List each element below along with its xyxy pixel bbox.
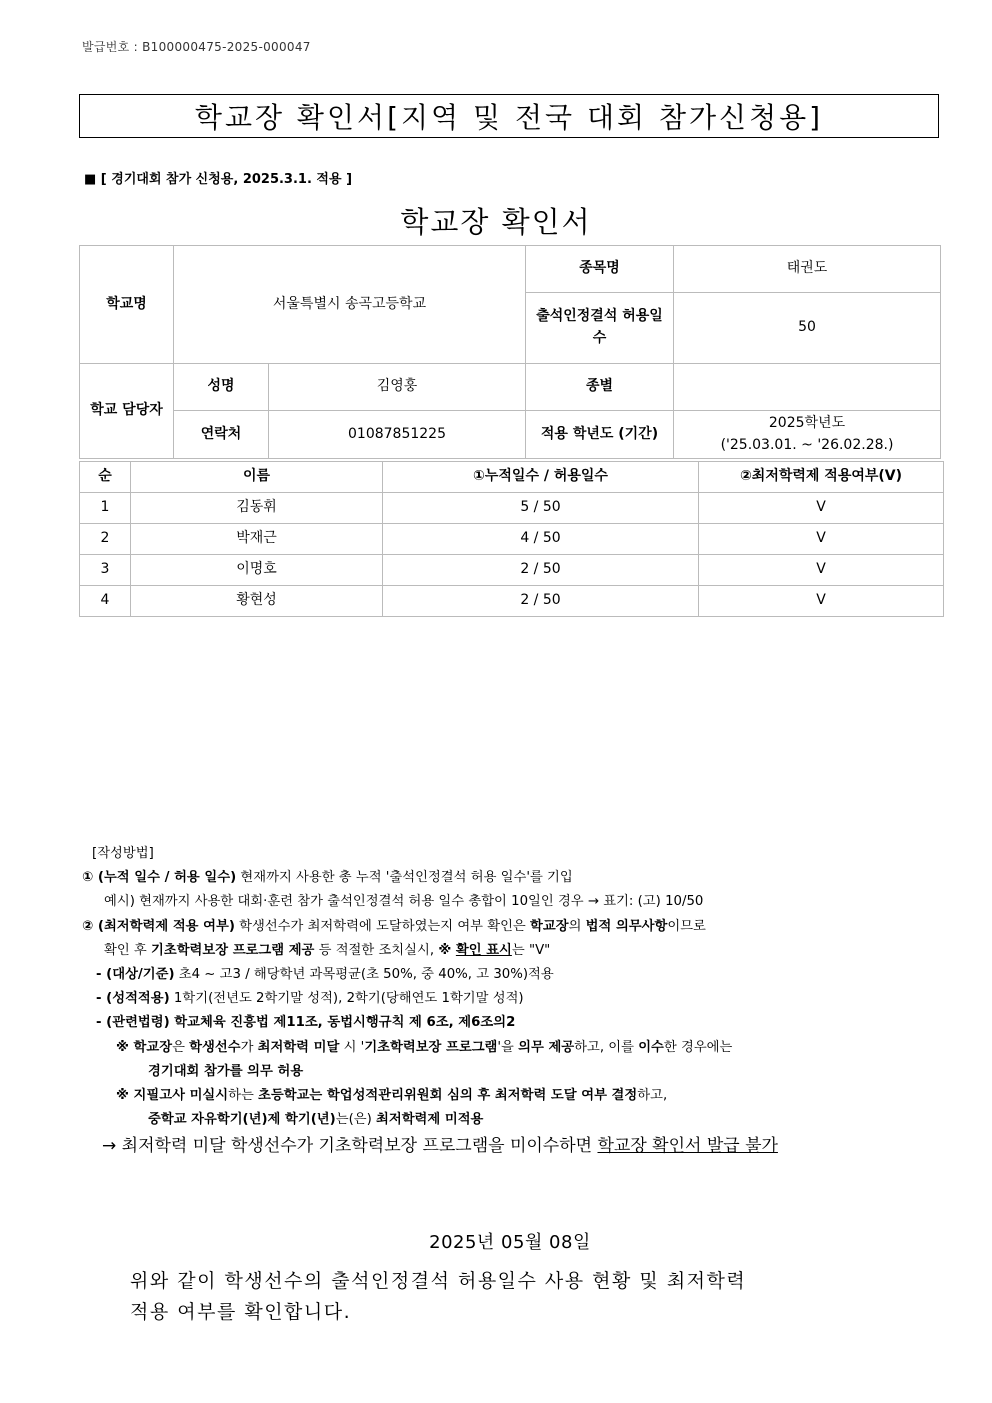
header-check: ②최저학력제 적용여부(V) — [699, 462, 944, 493]
gender-value — [674, 364, 941, 411]
instruction-line-2: 예시) 현재까지 사용한 대회·훈련 참가 출석인정결석 허용 일수 총합이 10일인 경우 → 표기: (고) 10/50 — [104, 894, 704, 910]
text-span: 중학교 자유학기(년)제 학기(년) — [148, 1112, 336, 1128]
year-label: 적용 학년도 (기간) — [526, 411, 674, 459]
school-label: 학교명 — [80, 246, 174, 364]
issue-number: 발급번호 : B100000475-2025-000047 — [82, 40, 311, 54]
text-span: 가 — [240, 1039, 258, 1055]
table-row — [80, 586, 944, 617]
text-span: 하는 — [228, 1088, 259, 1104]
manager-label: 학교 담당자 — [80, 364, 174, 459]
issue-date: 2025년 05월 08일 — [429, 1232, 591, 1253]
text-span: 이므로 — [667, 918, 706, 934]
instruction-line-6 — [82, 987, 942, 1011]
sport-value: 태권도 — [674, 246, 941, 293]
main-title: 학교장 확인서[지역 및 전국 대회 참가신청용] — [79, 94, 939, 138]
text-span: 등 적절한 조치실시, — [314, 942, 439, 958]
text-span: '을 — [497, 1039, 519, 1055]
text-span: 학교장 — [530, 918, 569, 934]
header-name: 이름 — [131, 462, 383, 493]
school-value: 서울특별시 송곡고등학교 — [174, 246, 526, 364]
allowed-days-label: 출석인정결석 허용일수 — [526, 293, 674, 364]
year-value-line-2: ('25.03.01. ~ '26.02.28.) — [720, 436, 894, 453]
year-value-line-1: 2025학년도 — [768, 414, 846, 431]
contact-value: 01087851225 — [269, 411, 526, 459]
confirmation-line-2: 적용 여부를 확인합니다. — [130, 1301, 352, 1323]
row-check: V — [699, 586, 944, 617]
row-check: V — [699, 555, 944, 586]
text-span: 는 "V" — [511, 942, 551, 958]
text-span: 는(은) — [335, 1112, 377, 1128]
table-row — [80, 555, 944, 586]
row-days: 2 / 50 — [383, 555, 699, 586]
instruction-line-1 — [82, 866, 942, 890]
text-span: 학생선수가 최저학력에 도달하였는지 여부 확인은 — [234, 918, 531, 934]
text-span: 법적 의무사항 — [585, 918, 668, 934]
text-span: ※ — [438, 942, 456, 958]
text-span: 은 — [172, 1039, 190, 1055]
text-span: 최저학력제 미적용 — [376, 1112, 484, 1128]
text-span: 의무 제공 — [518, 1039, 575, 1055]
instruction-final-line — [82, 1134, 942, 1158]
confirmation-statement — [130, 1266, 746, 1328]
instructions — [82, 842, 942, 1159]
text-span: - (대상/기준) — [96, 967, 175, 983]
text-span: ※ 지필고사 미실시 — [116, 1088, 229, 1104]
text-span: 1학기(전년도 2학기말 성적), 2학기(당해연도 1학기말 성적) — [169, 991, 524, 1007]
text-span: 하고, 이를 — [574, 1039, 639, 1055]
row-check: V — [699, 493, 944, 524]
text-span: 확인 표시 — [455, 942, 512, 958]
sport-label: 종목명 — [526, 246, 674, 293]
school-info-table — [79, 245, 941, 459]
term-minimum-academic: ② (최저학력제 적용 여부) — [82, 918, 235, 934]
text-span: 최저학력 미달 — [257, 1039, 340, 1055]
text-span: 기초학력보장 프로그램 제공 — [151, 942, 315, 958]
text-span: 한 경우에는 — [663, 1039, 733, 1055]
subtitle: ■ [ 경기대회 참가 신청용, 2025.3.1. 적용 ] — [84, 172, 353, 187]
text-span: ※ 학교장 — [116, 1039, 173, 1055]
text-span: 하고, — [637, 1088, 668, 1104]
text-span: 초등학교는 학업성적관리위원회 심의 후 최저학력 도달 여부 결정 — [258, 1088, 638, 1104]
header-days: ①누적일수 / 허용일수 — [383, 462, 699, 493]
row-name: 이명호 — [131, 555, 383, 586]
row-no: 2 — [80, 524, 131, 555]
row-name: 김동휘 — [131, 493, 383, 524]
term-cumulative-days: ① (누적 일수 / 허용 일수) — [82, 870, 237, 886]
student-table — [79, 461, 944, 617]
instruction-line-9: 경기대회 참가를 의무 허용 — [148, 1063, 304, 1079]
text-span: → 최저학력 미달 학생선수 — [102, 1136, 297, 1157]
text-span: 기초학력보장 프로그램 — [364, 1039, 498, 1055]
instruction-line-5 — [82, 963, 942, 987]
instructions-heading: [작성방법] — [92, 846, 154, 861]
allowed-days-value: 50 — [674, 293, 941, 364]
row-name: 박재근 — [131, 524, 383, 555]
student-table-header — [80, 462, 944, 493]
name-value: 김영훙 — [269, 364, 526, 411]
row-days: 5 / 50 — [383, 493, 699, 524]
instruction-line-3 — [82, 915, 942, 939]
table-row — [80, 524, 944, 555]
text-span: 의 — [568, 918, 586, 934]
header-no: 순 — [80, 462, 131, 493]
text-span: 시 ' — [339, 1039, 365, 1055]
table-row — [80, 493, 944, 524]
text-span: 학생선수 — [189, 1039, 241, 1055]
text-span: 가 기초학력보장 프로그램을 미이수하면 — [296, 1136, 598, 1157]
row-name: 황현성 — [131, 586, 383, 617]
year-value — [674, 411, 941, 459]
confirmation-line-1: 위와 같이 학생선수의 출석인정결석 허용일수 사용 현황 및 최저학력 — [130, 1270, 747, 1292]
instruction-line-4 — [82, 939, 942, 963]
instruction-line-10 — [82, 1084, 942, 1108]
row-no: 4 — [80, 586, 131, 617]
text-span: 확인 후 — [104, 942, 151, 958]
gender-label: 종별 — [526, 364, 674, 411]
desc-cumulative-days: 현재까지 사용한 총 누적 '출석인정결석 허용 일수'를 기입 — [236, 870, 573, 886]
row-no: 1 — [80, 493, 131, 524]
instruction-line-7: - (관련법령) 학교체육 진흥법 제11조, 동법시행규칙 제 6조, 제6조의2 — [96, 1015, 516, 1031]
text-span: 학교장 확인서 발급 불가 — [597, 1136, 778, 1157]
text-span: 이수 — [638, 1039, 664, 1055]
row-days: 4 / 50 — [383, 524, 699, 555]
text-span: - (성적적용) — [96, 991, 170, 1007]
instruction-line-11 — [82, 1108, 942, 1132]
doc-title: 학교장 확인서 — [400, 205, 592, 239]
row-check: V — [699, 524, 944, 555]
name-label: 성명 — [174, 364, 269, 411]
row-days: 2 / 50 — [383, 586, 699, 617]
row-no: 3 — [80, 555, 131, 586]
text-span: 초4 ~ 고3 / 해당학년 과목평균(초 50%, 중 40%, 고 30%)적용 — [174, 967, 554, 983]
instruction-line-8 — [82, 1036, 942, 1060]
contact-label: 연락처 — [174, 411, 269, 459]
